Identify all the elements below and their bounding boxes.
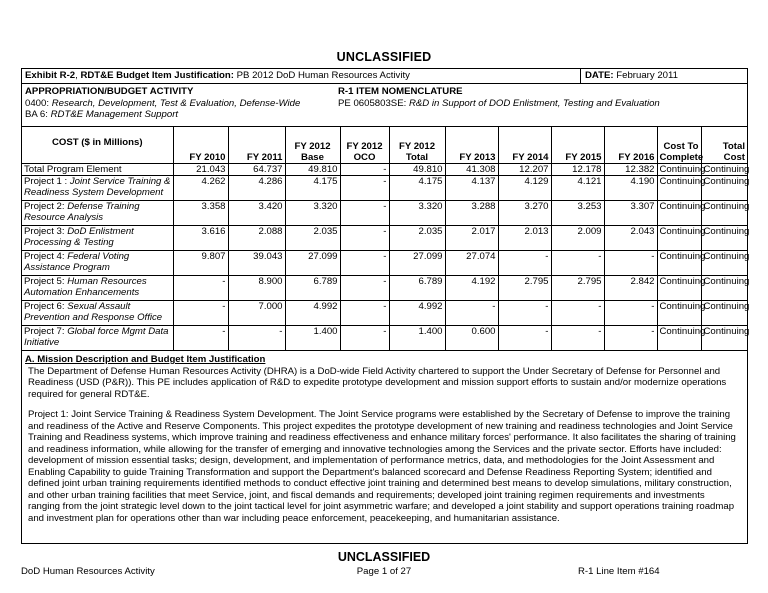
table-cell: 3.420	[228, 201, 285, 226]
table-cell: 49.810	[285, 164, 340, 176]
row-project-name: Sexual Assault Prevention and Response Office	[24, 301, 163, 323]
col-header-total-cost: Total Cost	[701, 127, 747, 164]
table-cell: 27.074	[445, 251, 498, 276]
table-cell: 6.789	[389, 276, 445, 301]
footer-organization: DoD Human Resources Activity	[21, 566, 155, 577]
table-cell: 2.795	[498, 276, 551, 301]
row-project-name: Federal Voting Assistance Program	[24, 251, 130, 273]
row-project-prefix: Project 4:	[24, 251, 68, 262]
row-project-prefix: Project 5:	[24, 276, 68, 287]
table-cell: 2.043	[604, 226, 657, 251]
table-cell: 3.253	[551, 201, 604, 226]
table-cell: 2.088	[228, 226, 285, 251]
row-project-name: Joint Service Training & Readiness System Development	[24, 176, 171, 198]
table-cell: 3.320	[285, 201, 340, 226]
table-row	[22, 176, 747, 201]
table-cell: 2.795	[551, 276, 604, 301]
mission-paragraph: The Department of Defense Human Resources Activity (DHRA) is a DoD-wide Field Activity chartered to support the Under Secretary of Defense for Personnel and Readiness (USD (P&R)). This PE includes application of R&D to expedite prototype development and mission support efforts to sustain and/or modernize operations required for general RDT&E.	[28, 365, 727, 400]
row-project-prefix: Project 6:	[24, 301, 68, 312]
table-cell: -	[498, 301, 551, 326]
r1-label: R-1 ITEM NOMENCLATURE	[338, 86, 463, 97]
table-cell: Continuing	[701, 301, 747, 326]
date-label: DATE:	[585, 70, 614, 81]
table-cell: 4.137	[445, 176, 498, 201]
col-header-fy2015: FY 2015	[551, 127, 604, 164]
table-cell: Continuing	[701, 226, 747, 251]
table-cell: Continuing	[657, 176, 701, 201]
page-footer	[0, 548, 768, 588]
table-cell: -	[173, 301, 228, 326]
table-cell: 4.175	[285, 176, 340, 201]
table-cell: Continuing	[657, 201, 701, 226]
col-header-fy2013: FY 2013	[445, 127, 498, 164]
exhibit-title-value: PB 2012 DoD Human Resources Activity	[233, 70, 410, 81]
table-cell: Continuing	[657, 226, 701, 251]
row-project-name: Human Resources Automation Enhancements	[24, 276, 147, 298]
appropriation-block	[22, 84, 335, 126]
table-cell: -	[551, 251, 604, 276]
table-cell: 3.288	[445, 201, 498, 226]
table-cell: 49.810	[389, 164, 445, 176]
table-cell: Continuing	[701, 164, 747, 176]
table-cell: Continuing	[701, 251, 747, 276]
exhibit-title	[22, 69, 580, 83]
appropriation-label: APPROPRIATION/BUDGET ACTIVITY	[25, 86, 194, 97]
cost-table-header	[22, 127, 747, 164]
table-cell: 2.035	[285, 226, 340, 251]
row-project-prefix: Project 1 :	[24, 176, 70, 187]
appropriation-row	[22, 84, 747, 127]
table-cell: -	[340, 276, 389, 301]
table-row	[22, 251, 747, 276]
col-header-cost-to-complete: Cost To Complete	[657, 127, 701, 164]
table-cell: 12.178	[551, 164, 604, 176]
table-cell: 12.382	[604, 164, 657, 176]
appropriation-name: Research, Development, Test & Evaluation, Defense-Wide	[51, 97, 301, 109]
table-cell: 39.043	[228, 251, 285, 276]
table-cell: 3.320	[389, 201, 445, 226]
table-cell: 27.099	[285, 251, 340, 276]
table-cell: -	[340, 226, 389, 251]
table-row	[22, 276, 747, 301]
table-cell: Continuing	[701, 201, 747, 226]
table-row	[22, 326, 747, 351]
appropriation-code: 0400:	[25, 97, 52, 109]
table-cell: 27.099	[389, 251, 445, 276]
table-cell: 8.900	[228, 276, 285, 301]
table-cell: -	[340, 201, 389, 226]
table-cell: 2.842	[604, 276, 657, 301]
table-cell: -	[173, 326, 228, 351]
exhibit-title-label: RDT&E Budget Item Justification:	[80, 70, 234, 81]
row-label	[22, 164, 173, 176]
row-label	[22, 301, 173, 326]
table-cell: -	[340, 164, 389, 176]
table-row	[22, 164, 747, 176]
r1-nomenclature-block	[335, 84, 747, 126]
table-cell: 4.992	[285, 301, 340, 326]
table-cell: Continuing	[701, 176, 747, 201]
table-cell: 4.992	[389, 301, 445, 326]
col-header-fy2012-base: FY 2012 Base	[285, 127, 340, 164]
r1-name: R&D in Support of DOD Enlistment, Testing and Evaluation	[408, 97, 660, 109]
table-cell: 2.009	[551, 226, 604, 251]
table-cell: -	[228, 326, 285, 351]
table-cell: -	[340, 176, 389, 201]
table-cell: -	[498, 326, 551, 351]
exhibit-separator: ,	[75, 70, 81, 81]
table-cell: 2.035	[389, 226, 445, 251]
table-cell: 3.616	[173, 226, 228, 251]
project1-paragraph: Project 1: Joint Service Training & Readiness System Development. The Joint Service programs were established by the Secretary of Defense to improve the training and readiness of the Active and Reserve Components. This project expedites the prototype development of new training and readiness technologies and Joint Service Training and Readiness systems, which improve training and readiness effectiveness and enhance military forces' performance. It also facilitates the sharing of training and readiness information, while allowing for the transfer of emerging and innovative technologies among the Services and the private sector. Efforts have included: development of mission essential tasks; design, development, and implementation of performance metrics, data, and methodologies for the Joint Assessment and Enabling Capability to guide Training Transformation and support the Department's balanced scorecard and Defense Readiness Reporting System; identified and defined joint urban training requirements identified methods to conduct effective joint training and determined best means to develop simulations, military construction, and other urban training facilities that meet Service, joint, and fiscal demands and requirements; developed joint training regimen requirements and investments ranging from the joint strategic level down to the joint tactical level for joint asymmetric warfare; and developed a joint stability and support operations training roadmap and investment plan for operations other than war including peace enforcement, peacekeeping, and humanitarian assistance.	[28, 409, 736, 524]
budget-exhibit-sheet	[21, 68, 748, 544]
table-cell: -	[340, 301, 389, 326]
col-header-fy2012-oco: FY 2012 OCO	[340, 127, 389, 164]
table-cell: 4.262	[173, 176, 228, 201]
row-project-name: Global force Mgmt Data Initiative	[24, 326, 169, 348]
table-cell: Continuing	[657, 251, 701, 276]
table-cell: Continuing	[701, 276, 747, 301]
exhibit-title-row	[22, 69, 747, 84]
table-cell: 9.807	[173, 251, 228, 276]
table-cell: -	[604, 251, 657, 276]
page-classification-header: UNCLASSIFIED	[336, 50, 432, 64]
table-cell: Continuing	[657, 301, 701, 326]
row-project-prefix: Project 7:	[24, 326, 68, 337]
mission-title: A. Mission Description and Budget Item Justification	[25, 354, 266, 365]
table-cell: -	[173, 276, 228, 301]
table-cell: 3.358	[173, 201, 228, 226]
table-cell: -	[551, 301, 604, 326]
table-cell: Continuing	[701, 326, 747, 351]
table-row	[22, 201, 747, 226]
footer-classification: UNCLASSIFIED	[337, 550, 431, 564]
col-header-fy2014: FY 2014	[498, 127, 551, 164]
table-cell: 21.043	[173, 164, 228, 176]
row-project-name: Defense Training Resource Analysis	[24, 201, 140, 223]
cost-header-label: COST ($ in Millions)	[22, 127, 173, 164]
table-cell: 41.308	[445, 164, 498, 176]
table-cell: -	[604, 326, 657, 351]
date-value: February 2011	[613, 70, 678, 81]
table-cell: 64.737	[228, 164, 285, 176]
table-cell: 3.270	[498, 201, 551, 226]
table-cell: 12.207	[498, 164, 551, 176]
table-cell: Continuing	[657, 276, 701, 301]
row-project-name: DoD Enlistment Processing & Testing	[24, 226, 134, 248]
row-label	[22, 176, 173, 201]
table-cell: 4.129	[498, 176, 551, 201]
row-label	[22, 251, 173, 276]
table-cell: 2.013	[498, 226, 551, 251]
budget-activity-name: RDT&E Management Support	[50, 109, 179, 120]
table-cell: 4.286	[228, 176, 285, 201]
col-header-fy2016: FY 2016	[604, 127, 657, 164]
row-project-prefix: Project 3:	[24, 226, 68, 237]
table-cell: 7.000	[228, 301, 285, 326]
row-label	[22, 226, 173, 251]
exhibit-label: Exhibit R-2	[25, 70, 76, 81]
cost-table	[22, 127, 750, 351]
table-cell: 3.307	[604, 201, 657, 226]
table-cell: 4.192	[445, 276, 498, 301]
footer-line-item: R-1 Line Item #164	[578, 566, 660, 577]
table-cell: Continuing	[657, 164, 701, 176]
table-row	[22, 301, 747, 326]
table-cell: -	[340, 326, 389, 351]
table-cell: 6.789	[285, 276, 340, 301]
table-cell: -	[551, 326, 604, 351]
row-project-prefix: Project 2:	[24, 201, 68, 212]
col-header-fy2011: FY 2011	[228, 127, 285, 164]
table-cell: 1.400	[285, 326, 340, 351]
table-cell: -	[340, 251, 389, 276]
table-cell: -	[498, 251, 551, 276]
table-row	[22, 226, 747, 251]
row-label	[22, 276, 173, 301]
table-cell: 1.400	[389, 326, 445, 351]
row-project-name: Total Program Element	[24, 164, 122, 175]
r1-code: PE 0605803SE:	[338, 97, 409, 109]
table-cell: Continuing	[657, 326, 701, 351]
col-header-fy2012-total: FY 2012 Total	[389, 127, 445, 164]
table-cell: -	[445, 301, 498, 326]
row-label	[22, 201, 173, 226]
col-header-fy2010: FY 2010	[173, 127, 228, 164]
table-cell: 4.121	[551, 176, 604, 201]
table-cell: 0.600	[445, 326, 498, 351]
exhibit-date	[580, 69, 747, 83]
table-cell: 4.190	[604, 176, 657, 201]
table-cell: 4.175	[389, 176, 445, 201]
cost-table-body	[22, 164, 750, 351]
table-cell: 2.017	[445, 226, 498, 251]
row-label	[22, 326, 173, 351]
footer-page-number: Page 1 of 27	[356, 566, 412, 577]
budget-activity-code: BA 6:	[25, 109, 51, 120]
table-cell: -	[604, 301, 657, 326]
mission-section	[22, 351, 747, 524]
